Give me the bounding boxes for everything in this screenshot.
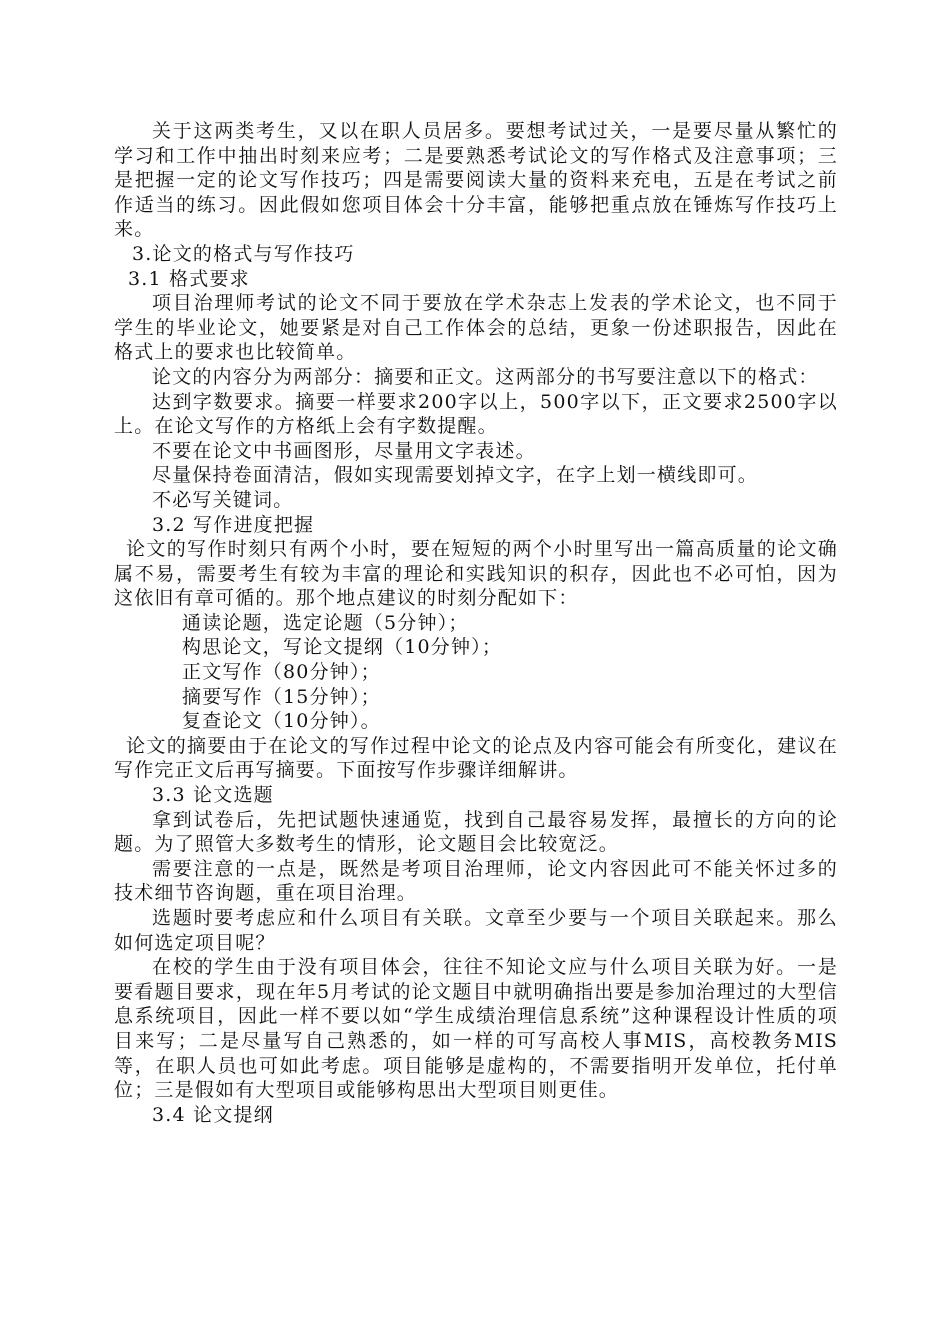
time-schedule-list	[114, 611, 838, 734]
section-3-3-paragraph-4: 在校的学生由于没有项目体会，往往不知论文应与什么项目关联为好。一是要看题目要求，现在年5月考试的论文题目中就明确指出要是参加治理过的大型信息系统项目，因此一样不要以如“学生成绩治理信息系统”这种课程设计性质的项目来写；二是尽量写自己熟悉的，如一样的可写高校人事MIS，高校教务MIS等，在职人员也可如此考虑。项目能够是虚构的，不需要指明开发单位，托付单位；三是假如有大型项目或能够构思出大型项目则更佳。	[114, 956, 838, 1102]
section-3-1-paragraph-4: 不要在论文中书画图形，尽量用文字表述。	[152, 439, 536, 462]
section-3-2-heading: 3.2 写作进度把握	[152, 513, 315, 536]
intro-paragraph: 关于这两类考生，又以在职人员居多。要想考试过关，一是要尽量从繁忙的学习和工作中抽出时刻来应考；二是要熟悉考试论文的写作格式及注意事项；三是把握一定的论文写作技巧；四是需要阅读大量的资料来充电，五是在考试之前作适当的练习。因此假如您项目体会十分丰富，能够把重点放在锤炼写作技巧上来。	[114, 120, 838, 241]
schedule-item: 通读论题，选定论题（5分钟）；	[182, 611, 469, 634]
section-3-1-paragraph-3: 达到字数要求。摘要一样要求200字以上，500字以下，正文要求2500字以上。在论文写作的方格纸上会有字数提醒。	[114, 390, 838, 438]
section-3-4-heading: 3.4 论文提纲	[152, 1103, 274, 1126]
schedule-item: 正文写作（80分钟）；	[182, 661, 381, 684]
document-page	[114, 119, 838, 1127]
schedule-item: 摘要写作（15分钟）；	[182, 685, 381, 708]
section-3-2-paragraph-2: 论文的摘要由于在论文的写作过程中论文的论点及内容可能会有所变化，建议在写作完正文后再写摘要。下面按写作步骤详细解讲。	[114, 734, 838, 782]
schedule-item: 复查论文（10分钟）。	[182, 710, 381, 733]
section-3-3-paragraph-3: 选题时要考虑应和什么项目有关联。文章至少要与一个项目关联起来。那么如何选定项目呢？	[114, 907, 838, 954]
section-3-1-paragraph-5: 尽量保持卷面清洁，假如实现需要划掉文字，在字上划一横线即可。	[152, 464, 759, 487]
section-3-1-heading: 3.1 格式要求	[128, 267, 250, 290]
section-3-3-heading: 3.3 论文选题	[152, 784, 274, 807]
section-3-1-paragraph-6: 不必写关键词。	[152, 488, 294, 511]
section-3-2-paragraph-1: 论文的写作时刻只有两个小时，要在短短的两个小时里写出一篇高质量的论文确属不易，需要考生有较为丰富的理论和实践知识的积存，因此也不必可怕，因为这依旧有章可循的。那个地点建议的时刻分配如下：	[114, 538, 838, 610]
section-3-1-paragraph-1: 项目治理师考试的论文不同于要放在学术杂志上发表的学术论文，也不同于学生的毕业论文，她要紧是对自己工作体会的总结，更象一份述职报告，因此在格式上的要求也比较简单。	[114, 292, 838, 364]
schedule-item: 构思论文，写论文提纲（10分钟）；	[182, 636, 503, 659]
section-3-heading: 3.论文的格式与写作技巧	[132, 242, 355, 265]
section-3-1-paragraph-2: 论文的内容分为两部分：摘要和正文。这两部分的书写要注意以下的格式：	[152, 365, 819, 388]
section-3-3-paragraph-2: 需要注意的一点是，既然是考项目治理师，论文内容因此可不能关怀过多的技术细节咨询题，重在项目治理。	[114, 857, 838, 905]
section-3-3-paragraph-1: 拿到试卷后，先把试题快速通览，找到自己最容易发挥，最擅长的方向的论题。为了照管大多数考生的情形，论文题目会比较宽泛。	[114, 808, 838, 856]
